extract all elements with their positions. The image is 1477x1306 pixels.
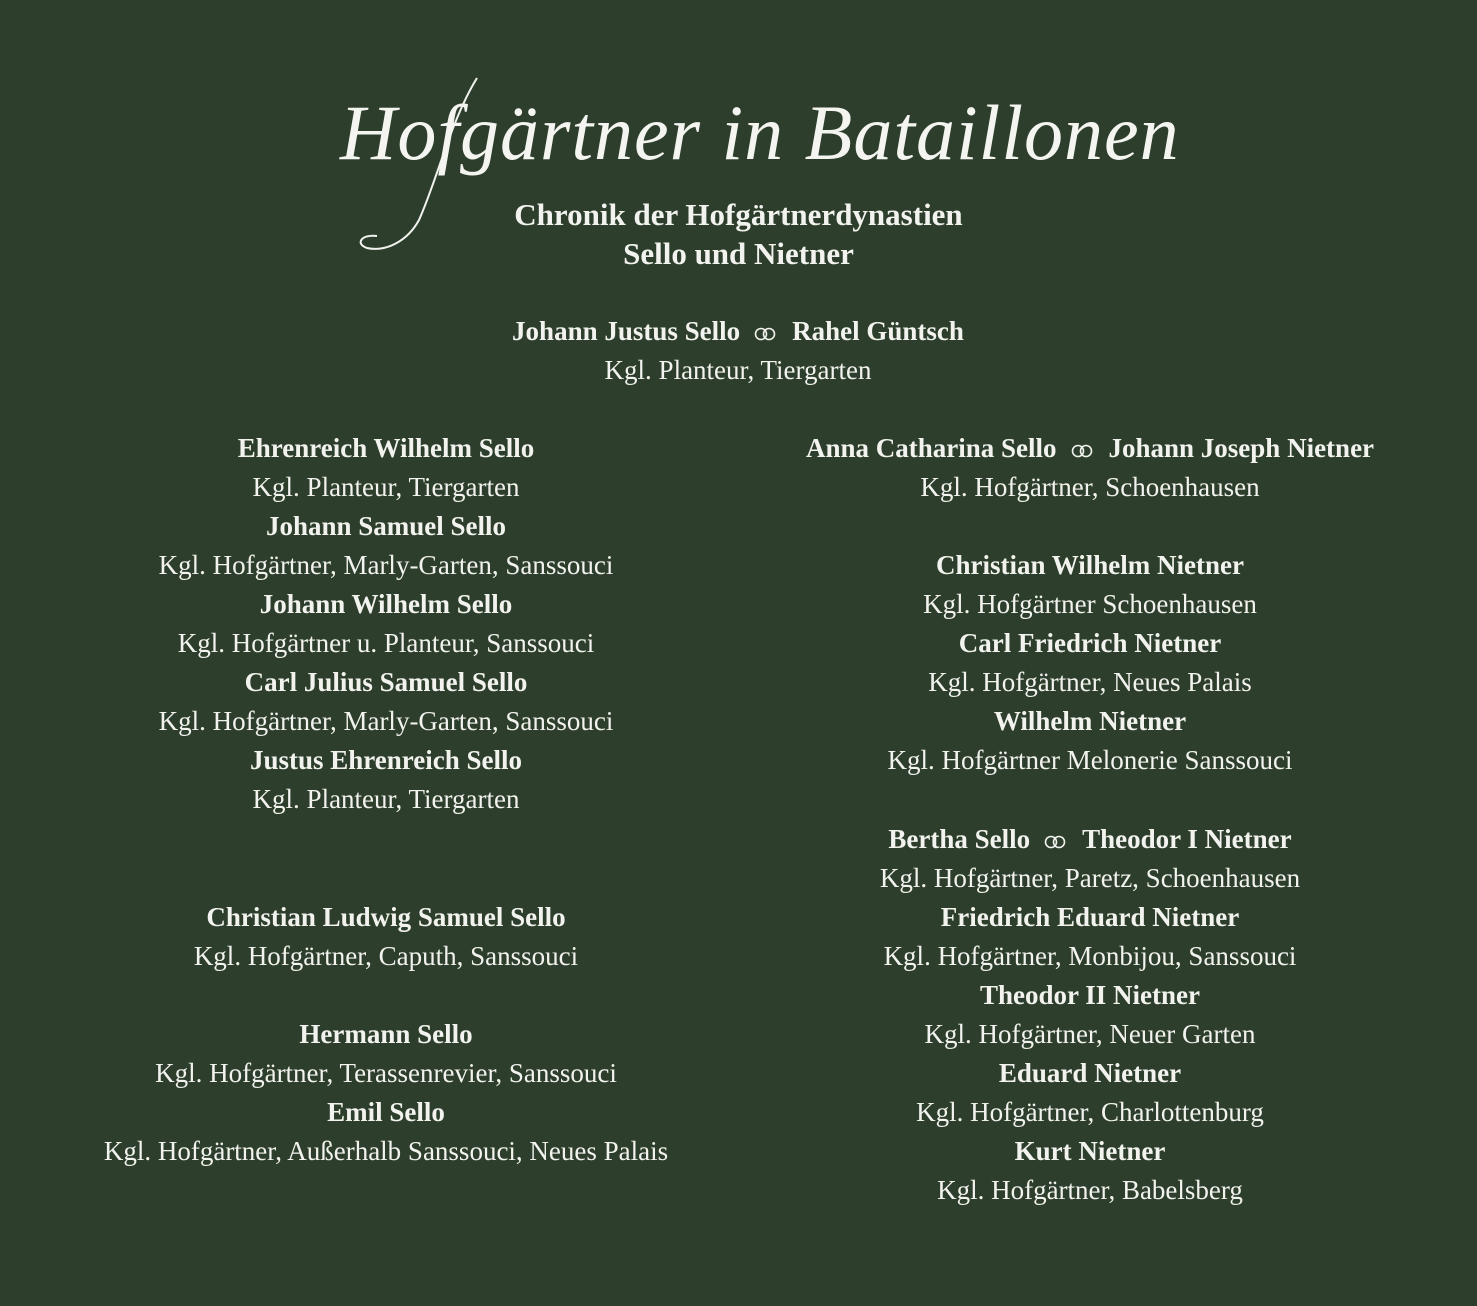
- person-role: Kgl. Hofgärtner, Neuer Garten: [924, 1019, 1256, 1049]
- person-name: Ehrenreich Wilhelm Sello: [237, 433, 535, 463]
- progenitors-entry: [388, 312, 1088, 390]
- nietner-marriage-2-entry: [740, 820, 1440, 1210]
- person-role: Kgl. Hofgärtner, Paretz, Schoenhausen: [879, 863, 1301, 893]
- person-name: Johann Samuel Sello: [265, 511, 507, 541]
- progenitor-husband: Johann Justus Sello: [512, 316, 741, 346]
- spouse-husband: Theodor I Nietner: [1082, 824, 1292, 854]
- person-name: Christian Wilhelm Nietner: [936, 550, 1244, 580]
- person-name: Kurt Nietner: [1014, 1136, 1166, 1166]
- person-role: Kgl. Hofgärtner Melonerie Sanssouci: [887, 745, 1293, 775]
- person-name: Friedrich Eduard Nietner: [940, 902, 1240, 932]
- person-role: Kgl. Planteur, Tiergarten: [252, 784, 520, 814]
- person-role: Kgl. Hofgärtner, Caputh, Sanssouci: [193, 941, 579, 971]
- person-name: Emil Sello: [327, 1097, 445, 1127]
- person-name: Carl Friedrich Nietner: [958, 628, 1222, 658]
- spouse-wife: Bertha Sello: [888, 824, 1031, 854]
- marriage-rings-icon: [1042, 835, 1070, 849]
- spouse-wife: Anna Catharina Sello: [805, 433, 1057, 463]
- person-role: Kgl. Planteur, Tiergarten: [252, 472, 520, 502]
- person-name: Wilhelm Nietner: [993, 706, 1187, 736]
- nietner-marriage-1-entry: [740, 429, 1440, 507]
- person-name: Justus Ehrenreich Sello: [249, 745, 523, 775]
- spouse-husband: Johann Joseph Nietner: [1108, 433, 1375, 463]
- person-role: Kgl. Hofgärtner, Neues Palais: [928, 667, 1252, 697]
- person-name: Christian Ludwig Samuel Sello: [206, 902, 566, 932]
- nietner-mid-column: [740, 546, 1440, 780]
- person-role: Kgl. Hofgärtner, Marly-Garten, Sanssouci: [158, 706, 614, 736]
- sello-later-column: [36, 1015, 736, 1171]
- marriage-rings-icon: [752, 327, 780, 341]
- person-name: Theodor II Nietner: [980, 980, 1200, 1010]
- person-name: Hermann Sello: [299, 1019, 473, 1049]
- person-role: Kgl. Hofgärtner, Außerhalb Sanssouci, Neues Palais: [103, 1136, 669, 1166]
- sello-line-column: [36, 429, 736, 819]
- person-role: Kgl. Hofgärtner, Monbijou, Sanssouci: [883, 941, 1297, 971]
- person-name: Eduard Nietner: [998, 1058, 1182, 1088]
- person-role: Kgl. Hofgärtner, Schoenhausen: [920, 472, 1260, 502]
- marriage-rings-icon: [1069, 444, 1097, 458]
- progenitor-role: Kgl. Planteur, Tiergarten: [604, 355, 872, 385]
- person-role: Kgl. Hofgärtner u. Planteur, Sanssouci: [177, 628, 595, 658]
- person-role: Kgl. Hofgärtner, Terassenrevier, Sanssouci: [155, 1058, 617, 1088]
- page-title: Hofgärtner in Bataillonen: [340, 89, 1180, 176]
- person-role: Kgl. Hofgärtner, Charlottenburg: [916, 1097, 1264, 1127]
- subtitle-line-1: Chronik der Hofgärtnerdynastien: [514, 197, 963, 232]
- person-role: Kgl. Hofgärtner, Babelsberg: [937, 1175, 1243, 1205]
- person-role: Kgl. Hofgärtner Schoenhausen: [923, 589, 1257, 619]
- progenitor-wife: Rahel Güntsch: [792, 316, 964, 346]
- person-name: Johann Wilhelm Sello: [259, 589, 513, 619]
- subtitle-line-2: Sello und Nietner: [623, 236, 854, 271]
- sello-christian-entry: [36, 898, 736, 976]
- subtitle: [400, 195, 1077, 273]
- person-name: Carl Julius Samuel Sello: [244, 667, 528, 697]
- person-role: Kgl. Hofgärtner, Marly-Garten, Sanssouci: [158, 550, 614, 580]
